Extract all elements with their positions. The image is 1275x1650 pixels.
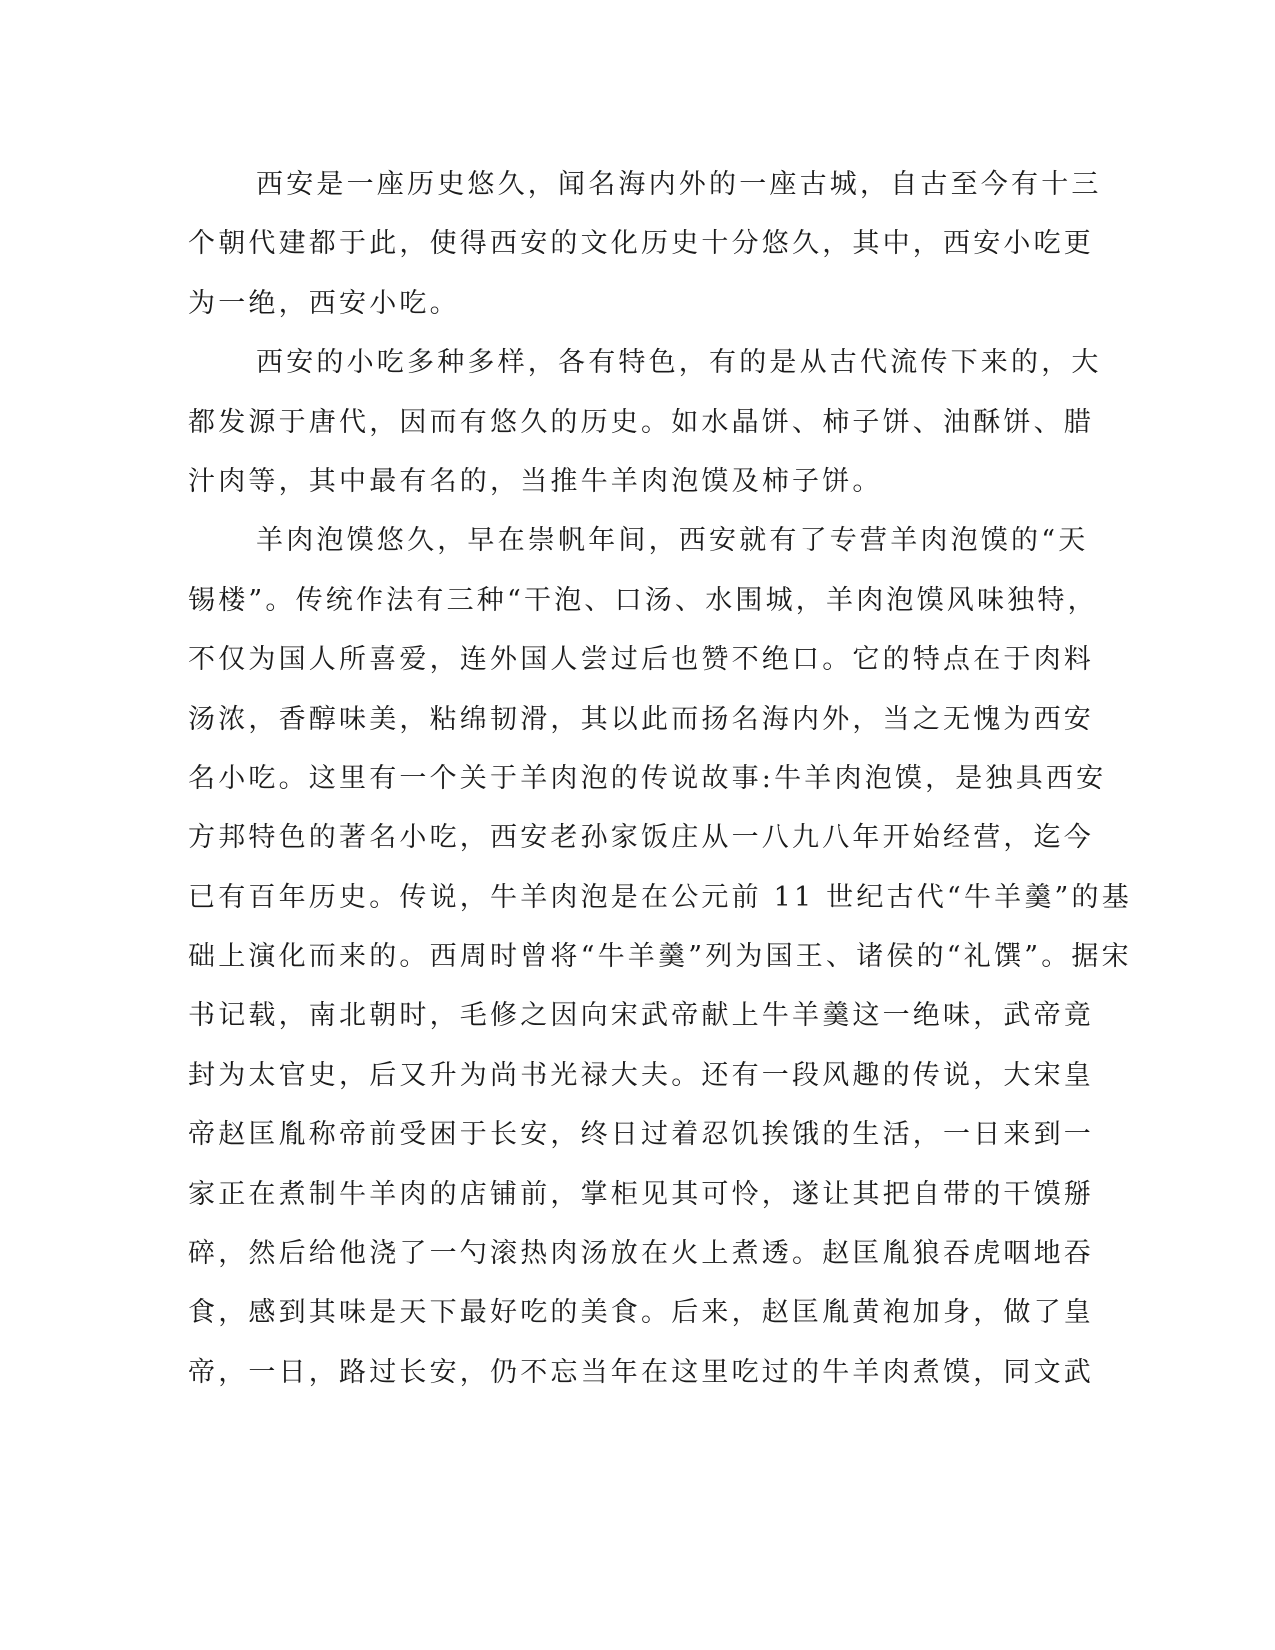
paragraph-3-line-4: 汤浓，香醇味美，粘绵韧滑，其以此而扬名海内外，当之无愧为西安	[188, 703, 1094, 735]
paragraph-2-line-3: 汁肉等，其中最有名的，当推牛羊肉泡馍及柿子饼。	[188, 465, 883, 497]
paragraph-3-line-12: 家正在煮制牛羊肉的店铺前，掌柜见其可怜，遂让其把自带的干馍掰	[188, 1178, 1094, 1210]
paragraph-3-line-8: 础上演化而来的。西周时曾将“牛羊羹”列为国王、诸侯的“礼馔”。据宋	[188, 941, 1132, 973]
paragraph-3-line-2: 锡楼”。传统作法有三种“干泡、口汤、水围城，羊肉泡馍风味独特，	[188, 584, 1098, 616]
paragraph-3-line-5: 名小吃。这里有一个关于羊肉泡的传说故事:牛羊肉泡馍，是独具西安	[188, 762, 1107, 794]
paragraph-3-line-7: 已有百年历史。传说，牛羊肉泡是在公元前 11 世纪古代“牛羊羹”的基	[188, 881, 1132, 913]
paragraph-1-line-2: 个朝代建都于此，使得西安的文化历史十分悠久，其中，西安小吃更	[188, 228, 1094, 260]
paragraph-1-line-1: 西安是一座历史悠久，闻名海内外的一座古城，自古至今有十三	[256, 169, 1102, 200]
document-body	[188, 155, 1132, 1402]
paragraph-3-line-6: 方邦特色的著名小吃，西安老孙家饭庄从一八九八年开始经营，迄今	[188, 822, 1094, 854]
paragraph-3-line-15: 帝，一日，路过长安，仍不忘当年在这里吃过的牛羊肉煮馍，同文武	[188, 1356, 1094, 1388]
paragraph-1-line-3: 为一绝，西安小吃。	[188, 287, 460, 319]
paragraph-2-line-1: 西安的小吃多种多样，各有特色，有的是从古代流传下来的，大	[256, 347, 1102, 379]
paragraph-3-line-10: 封为太官史，后又升为尚书光禄大夫。还有一段风趣的传说，大宋皇	[188, 1059, 1094, 1091]
paragraph-2-line-2: 都发源于唐代，因而有悠久的历史。如水晶饼、柿子饼、油酥饼、腊	[188, 406, 1094, 438]
paragraph-3-line-3: 不仅为国人所喜爱，连外国人尝过后也赞不绝口。它的特点在于肉料	[188, 644, 1094, 676]
paragraph-3-line-13: 碎，然后给他浇了一勺滚热肉汤放在火上煮透。赵匡胤狼吞虎咽地吞	[188, 1238, 1094, 1270]
paragraph-3-line-1: 羊肉泡馍悠久，早在崇帆年间，西安就有了专营羊肉泡馍的“天	[256, 525, 1089, 557]
paragraph-3-line-14: 食，感到其味是天下最好吃的美食。后来，赵匡胤黄袍加身，做了皇	[188, 1297, 1094, 1329]
paragraph-3-line-11: 帝赵匡胤称帝前受困于长安，终日过着忍饥挨饿的生活，一日来到一	[188, 1119, 1094, 1151]
paragraph-3-line-9: 书记载，南北朝时，毛修之因向宋武帝献上牛羊羹这一绝味，武帝竟	[188, 1000, 1094, 1032]
